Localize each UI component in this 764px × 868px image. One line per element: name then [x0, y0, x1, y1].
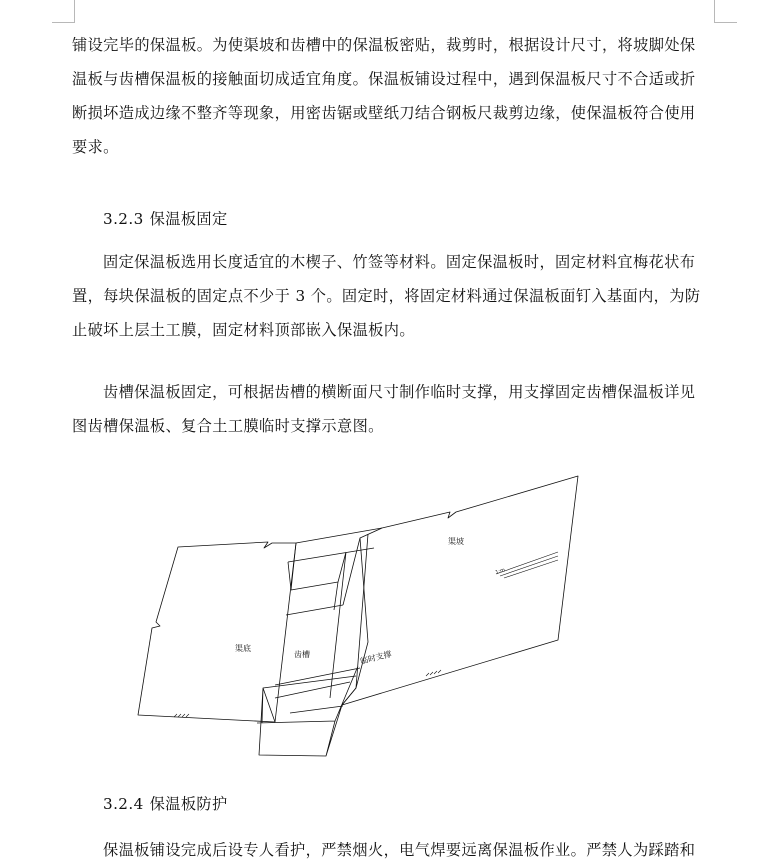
temp-support-brace	[263, 538, 360, 713]
paragraph-4	[72, 833, 714, 867]
label-temp-support: 临时支撑	[359, 649, 393, 666]
section-number: 3.2.3	[103, 210, 144, 228]
paragraph-line: 温板与齿槽保温板的接触面切成适宜角度。保温板铺设过程中，遇到保温板尺寸不合适或折	[72, 70, 696, 88]
paragraph-line: 要求。	[72, 138, 119, 156]
paragraph-line: 固定保温板选用长度适宜的木楔子、竹签等材料。固定保温板时，固定材料宜梅花状布	[103, 253, 696, 271]
label-tooth-groove: 齿槽	[294, 650, 310, 659]
channel-slope-panel	[342, 476, 578, 705]
paragraph-line: 保温板铺设完成后设专人看护，严禁烟火，电气焊要远离保温板作业。严禁人为踩踏和	[103, 841, 696, 859]
paragraph-line: 齿槽保温板固定，可根据齿槽的横断面尺寸制作临时支撑，用支撑固定齿槽保温板详见	[103, 383, 696, 401]
section-number: 3.2.4	[103, 795, 144, 813]
page-corner-mark-left	[52, 0, 75, 23]
ground-hatch-left	[174, 714, 189, 717]
section-heading-3-2-4	[103, 787, 228, 821]
ground-hatch-right	[426, 670, 441, 676]
paragraph-line: 置，每块保温板的固定点不少于 3 个。固定时，将固定材料通过保温板面钉入基面内，为防	[72, 287, 701, 305]
paragraph-line: 图齿槽保温板、复合土工膜临时支撑示意图。	[72, 417, 384, 435]
tooth-groove-box	[257, 528, 382, 756]
section-title: 保温板防护	[149, 795, 228, 813]
label-channel-bottom: 渠底	[235, 644, 251, 653]
section-title: 保温板固定	[149, 210, 228, 228]
label-channel-slope: 渠坡	[448, 537, 464, 546]
paragraph-3	[72, 375, 714, 443]
paragraph-line: 止破坏上层土工膜，固定材料顶部嵌入保温板内。	[72, 321, 415, 339]
section-heading-3-2-3	[103, 202, 228, 236]
paragraph-line: 铺设完毕的保温板。为使渠坡和齿槽中的保温板密贴，裁剪时，根据设计尺寸，将坡脚处保	[72, 36, 696, 54]
tooth-groove-support-diagram	[130, 470, 590, 770]
paragraph-1	[72, 28, 714, 164]
paragraph-2	[72, 245, 714, 347]
slope-ratio-lines	[496, 552, 558, 578]
paragraph-line: 断损坏造成边缘不整齐等现象，用密齿锯或壁纸刀结合钢板尺裁剪边缘，使保温板符合使用	[72, 104, 696, 122]
label-slope-ratio: 1:m	[494, 567, 506, 576]
channel-bottom-panel	[138, 542, 296, 722]
page-corner-mark-right	[714, 0, 737, 23]
